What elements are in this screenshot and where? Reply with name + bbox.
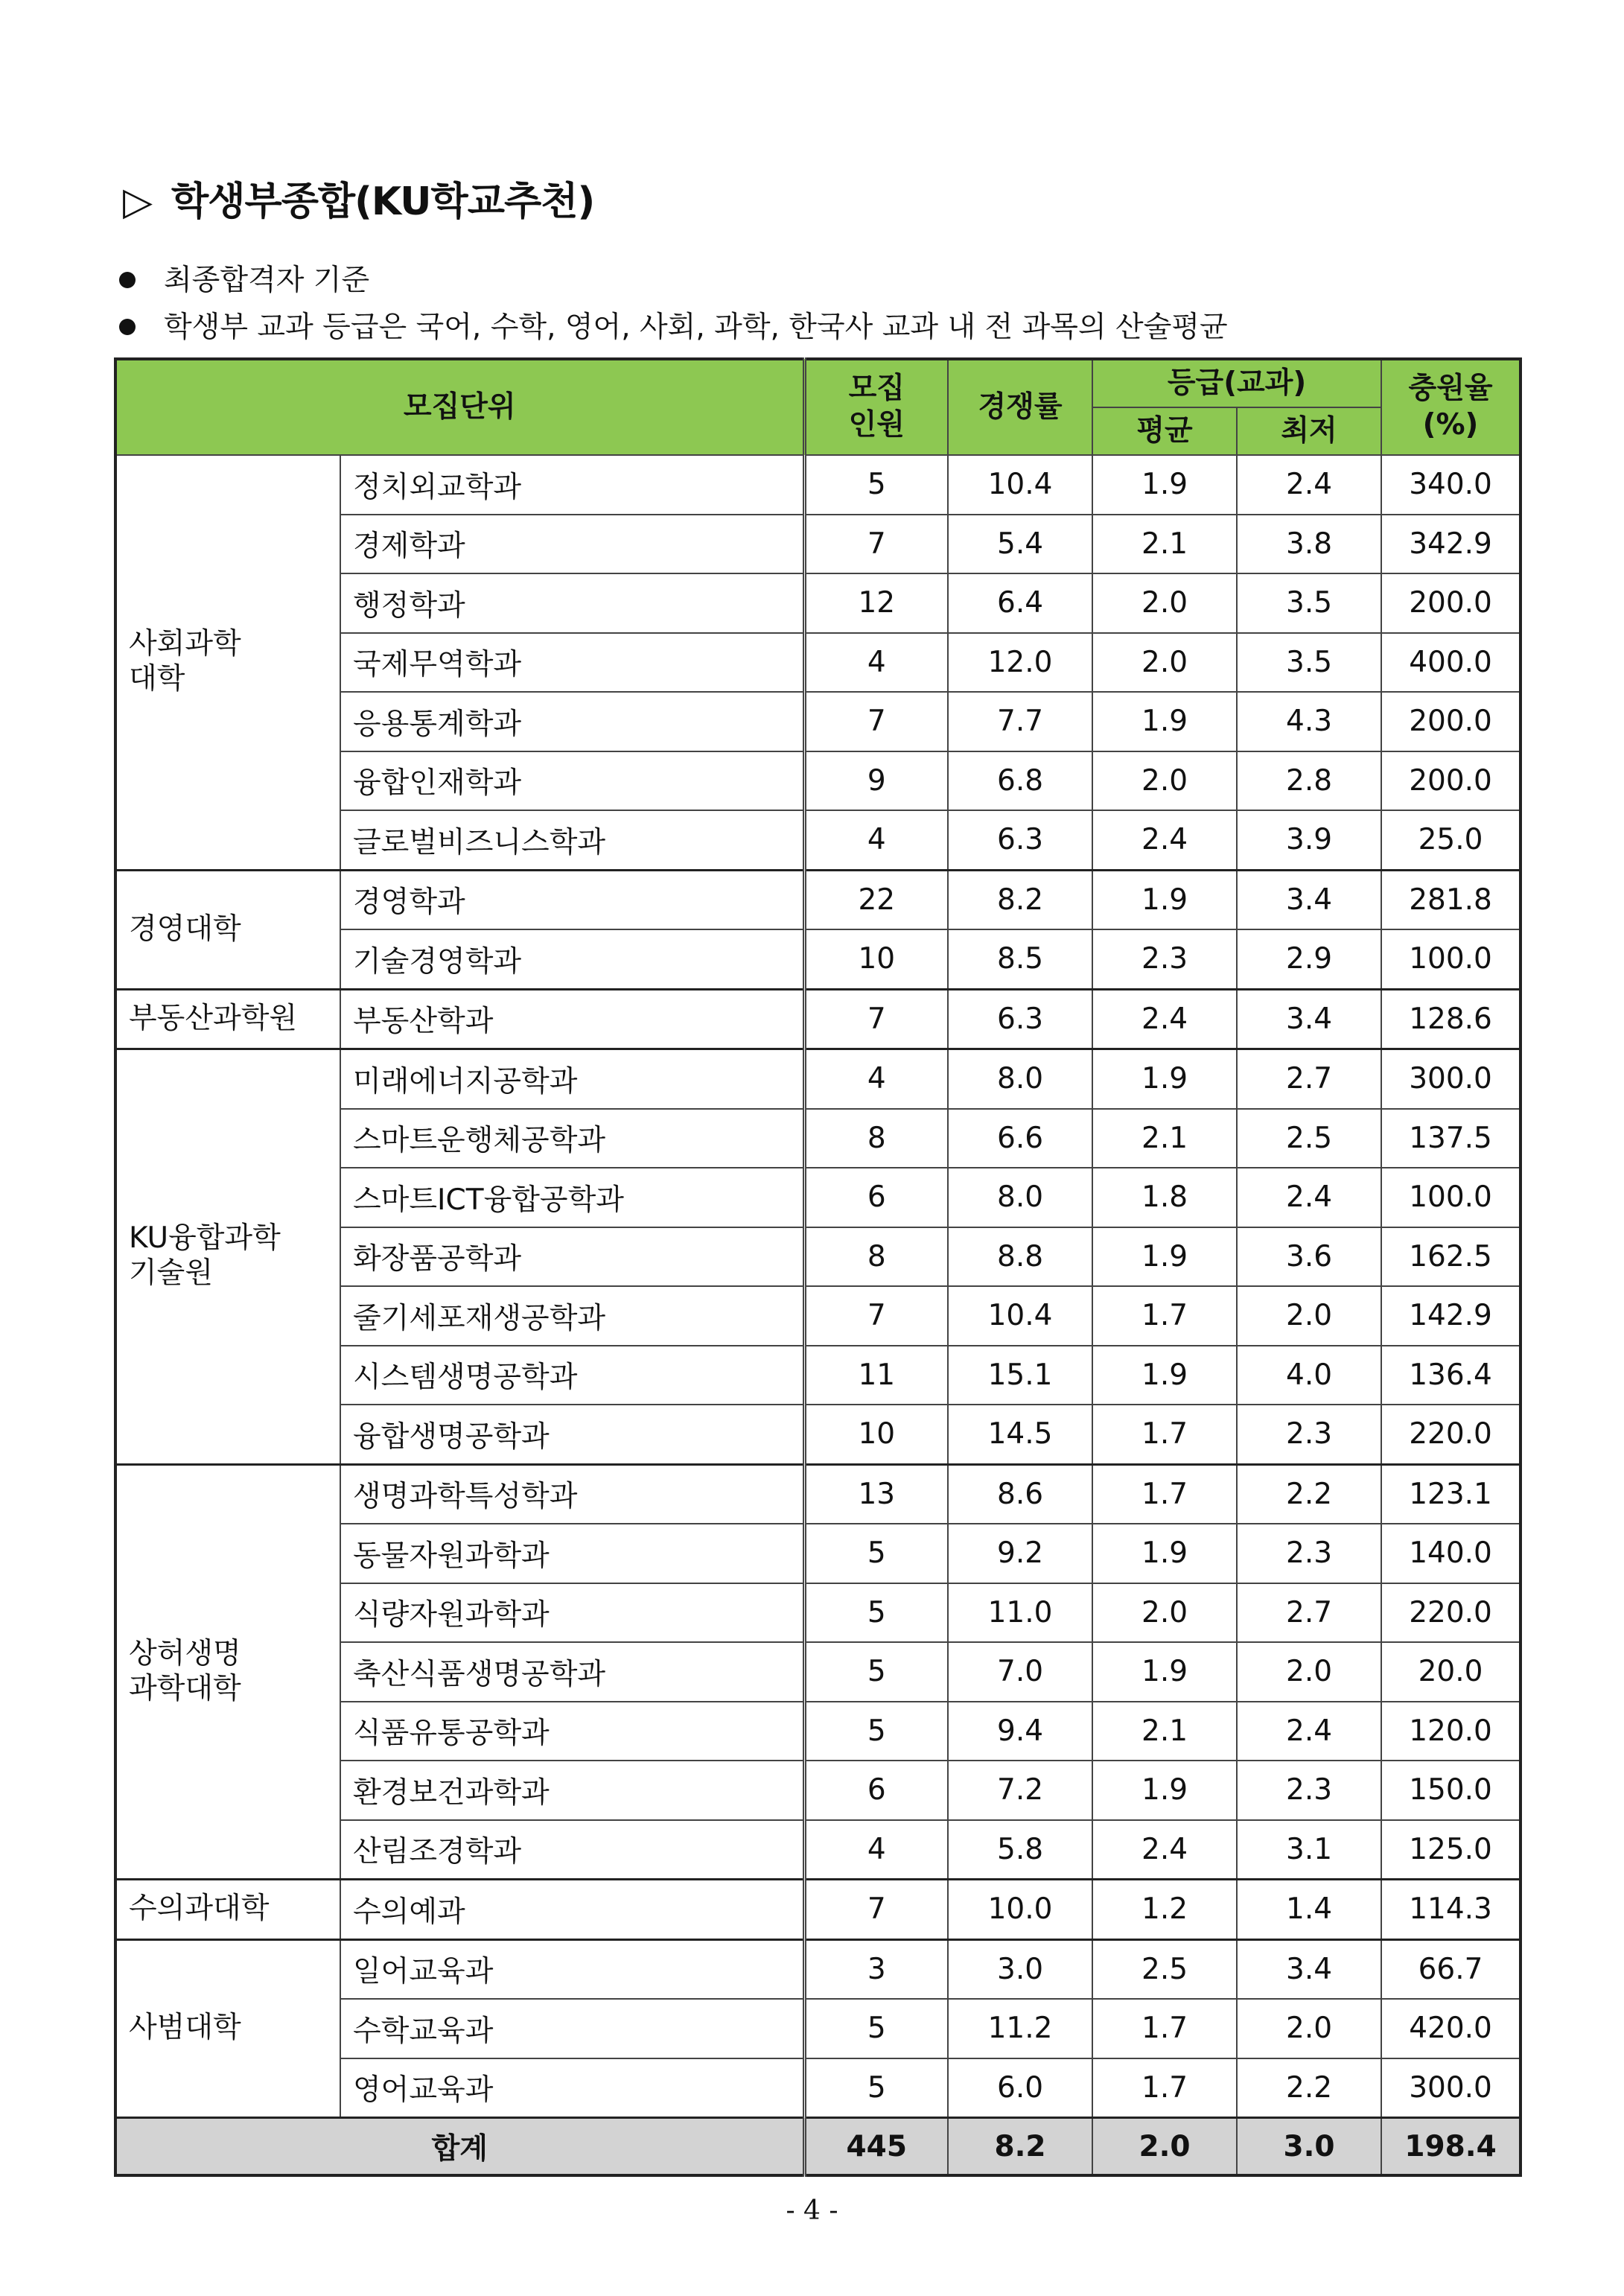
quota-cell: 10 [804, 929, 948, 989]
department-name: 융합인재학과 [340, 751, 804, 811]
table-row [115, 1464, 1520, 1524]
grade-min-cell: 4.0 [1237, 1346, 1381, 1405]
department-name: 기술경영학과 [340, 929, 804, 989]
department-name: 경영학과 [340, 870, 804, 929]
header-quota: 모집 인원 [804, 359, 948, 455]
fill-rate-cell: 25.0 [1381, 810, 1520, 870]
grade-min-cell: 3.6 [1237, 1227, 1381, 1287]
department-name: 수의예과 [340, 1880, 804, 1940]
grade-min-cell: 2.3 [1237, 1761, 1381, 1820]
fill-rate-cell: 400.0 [1381, 633, 1520, 693]
college-name: 부동산과학원 [115, 989, 340, 1049]
grade-min-cell: 3.4 [1237, 989, 1381, 1049]
grade-avg-cell: 1.9 [1092, 692, 1237, 751]
table-row [115, 989, 1520, 1049]
ratio-cell: 15.1 [948, 1346, 1092, 1405]
grade-min-cell: 2.2 [1237, 2058, 1381, 2118]
header-grade: 등급(교과) [1092, 359, 1381, 407]
total-grade-avg: 2.0 [1092, 2118, 1237, 2176]
grade-avg-cell: 1.9 [1092, 1642, 1237, 1702]
grade-min-cell: 2.3 [1237, 1524, 1381, 1583]
fill-rate-cell: 420.0 [1381, 1999, 1520, 2058]
bullet-dot-icon [119, 272, 136, 288]
grade-min-cell: 2.2 [1237, 1464, 1381, 1524]
quota-cell: 5 [804, 455, 948, 515]
ratio-cell: 7.2 [948, 1761, 1092, 1820]
total-fill-rate: 198.4 [1381, 2118, 1520, 2176]
fill-rate-cell: 300.0 [1381, 1049, 1520, 1109]
department-name: 동물자원과학과 [340, 1524, 804, 1583]
grade-avg-cell: 2.0 [1092, 1583, 1237, 1643]
fill-rate-cell: 20.0 [1381, 1642, 1520, 1702]
department-name: 산림조경학과 [340, 1820, 804, 1880]
grade-min-cell: 3.4 [1237, 1939, 1381, 1999]
table-row [115, 1939, 1520, 1999]
bullet-note-1 [119, 257, 369, 299]
page-number: - 4 - [786, 2195, 838, 2226]
department-name: 글로벌비즈니스학과 [340, 810, 804, 870]
ratio-cell: 8.2 [948, 870, 1092, 929]
ratio-cell: 8.0 [948, 1168, 1092, 1227]
ratio-cell: 6.6 [948, 1109, 1092, 1168]
quota-cell: 22 [804, 870, 948, 929]
department-name: 스마트ICT융합공학과 [340, 1168, 804, 1227]
grade-avg-cell: 2.5 [1092, 1939, 1237, 1999]
quota-cell: 5 [804, 1642, 948, 1702]
grade-min-cell: 3.1 [1237, 1820, 1381, 1880]
fill-rate-cell: 137.5 [1381, 1109, 1520, 1168]
ratio-cell: 9.4 [948, 1702, 1092, 1761]
grade-avg-cell: 1.7 [1092, 1405, 1237, 1464]
ratio-cell: 7.0 [948, 1642, 1092, 1702]
ratio-cell: 6.3 [948, 989, 1092, 1049]
grade-avg-cell: 1.9 [1092, 1227, 1237, 1287]
grade-avg-cell: 1.8 [1092, 1168, 1237, 1227]
department-name: 화장품공학과 [340, 1227, 804, 1287]
grade-avg-cell: 2.4 [1092, 810, 1237, 870]
fill-rate-cell: 342.9 [1381, 515, 1520, 574]
quota-cell: 6 [804, 1168, 948, 1227]
grade-avg-cell: 1.7 [1092, 2058, 1237, 2118]
ratio-cell: 6.4 [948, 573, 1092, 633]
fill-rate-cell: 100.0 [1381, 929, 1520, 989]
fill-rate-cell: 220.0 [1381, 1405, 1520, 1464]
quota-cell: 8 [804, 1227, 948, 1287]
ratio-cell: 10.4 [948, 1286, 1092, 1346]
ratio-cell: 14.5 [948, 1405, 1092, 1464]
grade-min-cell: 2.4 [1237, 1702, 1381, 1761]
ratio-cell: 8.6 [948, 1464, 1092, 1524]
fill-rate-cell: 100.0 [1381, 1168, 1520, 1227]
grade-min-cell: 3.5 [1237, 633, 1381, 693]
grade-avg-cell: 2.4 [1092, 989, 1237, 1049]
grade-min-cell: 2.0 [1237, 1286, 1381, 1346]
grade-min-cell: 2.4 [1237, 455, 1381, 515]
college-name: 수의과대학 [115, 1880, 340, 1940]
department-name: 경제학과 [340, 515, 804, 574]
department-name: 국제무역학과 [340, 633, 804, 693]
ratio-cell: 12.0 [948, 633, 1092, 693]
grade-avg-cell: 2.1 [1092, 515, 1237, 574]
college-name: 사범대학 [115, 1939, 340, 2118]
fill-rate-cell: 120.0 [1381, 1702, 1520, 1761]
department-name: 생명과학특성학과 [340, 1464, 804, 1524]
header-unit: 모집단위 [115, 359, 804, 455]
bullet-dot-icon [119, 319, 136, 335]
quota-cell: 13 [804, 1464, 948, 1524]
quota-cell: 4 [804, 1049, 948, 1109]
ratio-cell: 8.0 [948, 1049, 1092, 1109]
grade-avg-cell: 2.4 [1092, 1820, 1237, 1880]
grade-avg-cell: 2.0 [1092, 751, 1237, 811]
grade-avg-cell: 1.9 [1092, 1346, 1237, 1405]
grade-avg-cell: 2.1 [1092, 1702, 1237, 1761]
grade-avg-cell: 1.9 [1092, 1524, 1237, 1583]
department-name: 스마트운행체공학과 [340, 1109, 804, 1168]
bullet-text: 최종합격자 기준 [164, 264, 370, 297]
department-name: 일어교육과 [340, 1939, 804, 1999]
grade-min-cell: 2.0 [1237, 1642, 1381, 1702]
fill-rate-cell: 200.0 [1381, 751, 1520, 811]
ratio-cell: 10.0 [948, 1880, 1092, 1940]
table-row [115, 1880, 1520, 1940]
ratio-cell: 3.0 [948, 1939, 1092, 1999]
grade-min-cell: 2.4 [1237, 1168, 1381, 1227]
fill-rate-cell: 281.8 [1381, 870, 1520, 929]
ratio-cell: 5.4 [948, 515, 1092, 574]
fill-rate-cell: 140.0 [1381, 1524, 1520, 1583]
college-name: 사회과학 대학 [115, 455, 340, 870]
ratio-cell: 9.2 [948, 1524, 1092, 1583]
department-name: 융합생명공학과 [340, 1405, 804, 1464]
grade-min-cell: 2.0 [1237, 1999, 1381, 2058]
fill-rate-cell: 125.0 [1381, 1820, 1520, 1880]
department-name: 수학교육과 [340, 1999, 804, 2058]
fill-rate-cell: 128.6 [1381, 989, 1520, 1049]
ratio-cell: 6.8 [948, 751, 1092, 811]
grade-avg-cell: 1.2 [1092, 1880, 1237, 1940]
quota-cell: 7 [804, 1880, 948, 1940]
ratio-cell: 6.3 [948, 810, 1092, 870]
quota-cell: 9 [804, 751, 948, 811]
grade-avg-cell: 1.9 [1092, 870, 1237, 929]
quota-cell: 3 [804, 1939, 948, 1999]
grade-min-cell: 3.5 [1237, 573, 1381, 633]
ratio-cell: 6.0 [948, 2058, 1092, 2118]
fill-rate-cell: 200.0 [1381, 573, 1520, 633]
college-name: 상허생명 과학대학 [115, 1464, 340, 1880]
quota-cell: 7 [804, 1286, 948, 1346]
fill-rate-cell: 340.0 [1381, 455, 1520, 515]
department-name: 영어교육과 [340, 2058, 804, 2118]
grade-min-cell: 2.8 [1237, 751, 1381, 811]
grade-avg-cell: 1.9 [1092, 1049, 1237, 1109]
fill-rate-cell: 114.3 [1381, 1880, 1520, 1940]
college-name: KU융합과학 기술원 [115, 1049, 340, 1465]
department-name: 축산식품생명공학과 [340, 1642, 804, 1702]
fill-rate-cell: 150.0 [1381, 1761, 1520, 1820]
grade-avg-cell: 1.7 [1092, 1999, 1237, 2058]
department-name: 응용통계학과 [340, 692, 804, 751]
quota-cell: 5 [804, 1999, 948, 2058]
quota-cell: 5 [804, 1702, 948, 1761]
grade-avg-cell: 1.7 [1092, 1464, 1237, 1524]
grade-min-cell: 2.9 [1237, 929, 1381, 989]
header-grade-avg: 평균 [1092, 407, 1237, 455]
grade-min-cell: 4.3 [1237, 692, 1381, 751]
department-name: 환경보건과학과 [340, 1761, 804, 1820]
department-name: 행정학과 [340, 573, 804, 633]
quota-cell: 5 [804, 1524, 948, 1583]
page-title [123, 170, 594, 226]
quota-cell: 6 [804, 1761, 948, 1820]
ratio-cell: 8.5 [948, 929, 1092, 989]
grade-min-cell: 3.8 [1237, 515, 1381, 574]
ratio-cell: 11.0 [948, 1583, 1092, 1643]
ratio-cell: 5.8 [948, 1820, 1092, 1880]
fill-rate-cell: 142.9 [1381, 1286, 1520, 1346]
fill-rate-cell: 200.0 [1381, 692, 1520, 751]
quota-cell: 4 [804, 1820, 948, 1880]
grade-avg-cell: 2.3 [1092, 929, 1237, 989]
admission-results-table [114, 357, 1522, 2177]
department-name: 정치외교학과 [340, 455, 804, 515]
quota-cell: 12 [804, 573, 948, 633]
table-row [115, 1049, 1520, 1109]
quota-cell: 11 [804, 1346, 948, 1405]
quota-cell: 10 [804, 1405, 948, 1464]
triangle-marker-icon: ▷ [123, 179, 152, 224]
ratio-cell: 7.7 [948, 692, 1092, 751]
department-name: 미래에너지공학과 [340, 1049, 804, 1109]
grade-min-cell: 3.4 [1237, 870, 1381, 929]
table-row [115, 870, 1520, 929]
fill-rate-cell: 136.4 [1381, 1346, 1520, 1405]
grade-min-cell: 3.9 [1237, 810, 1381, 870]
grade-min-cell: 2.7 [1237, 1049, 1381, 1109]
quota-cell: 5 [804, 1583, 948, 1643]
header-ratio: 경쟁률 [948, 359, 1092, 455]
department-name: 줄기세포재생공학과 [340, 1286, 804, 1346]
grade-min-cell: 2.7 [1237, 1583, 1381, 1643]
ratio-cell: 8.8 [948, 1227, 1092, 1287]
fill-rate-cell: 220.0 [1381, 1583, 1520, 1643]
quota-cell: 7 [804, 989, 948, 1049]
quota-cell: 5 [804, 2058, 948, 2118]
total-label: 합계 [115, 2118, 804, 2176]
quota-cell: 4 [804, 633, 948, 693]
department-name: 부동산학과 [340, 989, 804, 1049]
department-name: 시스템생명공학과 [340, 1346, 804, 1405]
fill-rate-cell: 123.1 [1381, 1464, 1520, 1524]
quota-cell: 7 [804, 692, 948, 751]
header-fill-rate: 충원율 (%) [1381, 359, 1520, 455]
quota-cell: 8 [804, 1109, 948, 1168]
grade-min-cell: 1.4 [1237, 1880, 1381, 1940]
grade-avg-cell: 2.1 [1092, 1109, 1237, 1168]
grade-min-cell: 2.3 [1237, 1405, 1381, 1464]
title-text: 학생부종합(KU학교추천) [171, 179, 595, 224]
grade-avg-cell: 1.7 [1092, 1286, 1237, 1346]
table-row [115, 455, 1520, 515]
bullet-note-2 [119, 304, 1228, 346]
total-ratio: 8.2 [948, 2118, 1092, 2176]
table-body [115, 455, 1520, 2175]
header-grade-min: 최저 [1237, 407, 1381, 455]
quota-cell: 7 [804, 515, 948, 574]
department-name: 식량자원과학과 [340, 1583, 804, 1643]
grade-avg-cell: 1.9 [1092, 1761, 1237, 1820]
grade-avg-cell: 2.0 [1092, 573, 1237, 633]
bullet-text: 학생부 교과 등급은 국어, 수학, 영어, 사회, 과학, 한국사 교과 내 전 과목의 산술평균 [164, 311, 1228, 344]
grade-avg-cell: 2.0 [1092, 633, 1237, 693]
fill-rate-cell: 66.7 [1381, 1939, 1520, 1999]
department-name: 식품유통공학과 [340, 1702, 804, 1761]
fill-rate-cell: 300.0 [1381, 2058, 1520, 2118]
ratio-cell: 10.4 [948, 455, 1092, 515]
total-grade-min: 3.0 [1237, 2118, 1381, 2176]
total-quota: 445 [804, 2118, 948, 2176]
grade-min-cell: 2.5 [1237, 1109, 1381, 1168]
total-row [115, 2118, 1520, 2176]
fill-rate-cell: 162.5 [1381, 1227, 1520, 1287]
grade-avg-cell: 1.9 [1092, 455, 1237, 515]
college-name: 경영대학 [115, 870, 340, 989]
ratio-cell: 11.2 [948, 1999, 1092, 2058]
quota-cell: 4 [804, 810, 948, 870]
